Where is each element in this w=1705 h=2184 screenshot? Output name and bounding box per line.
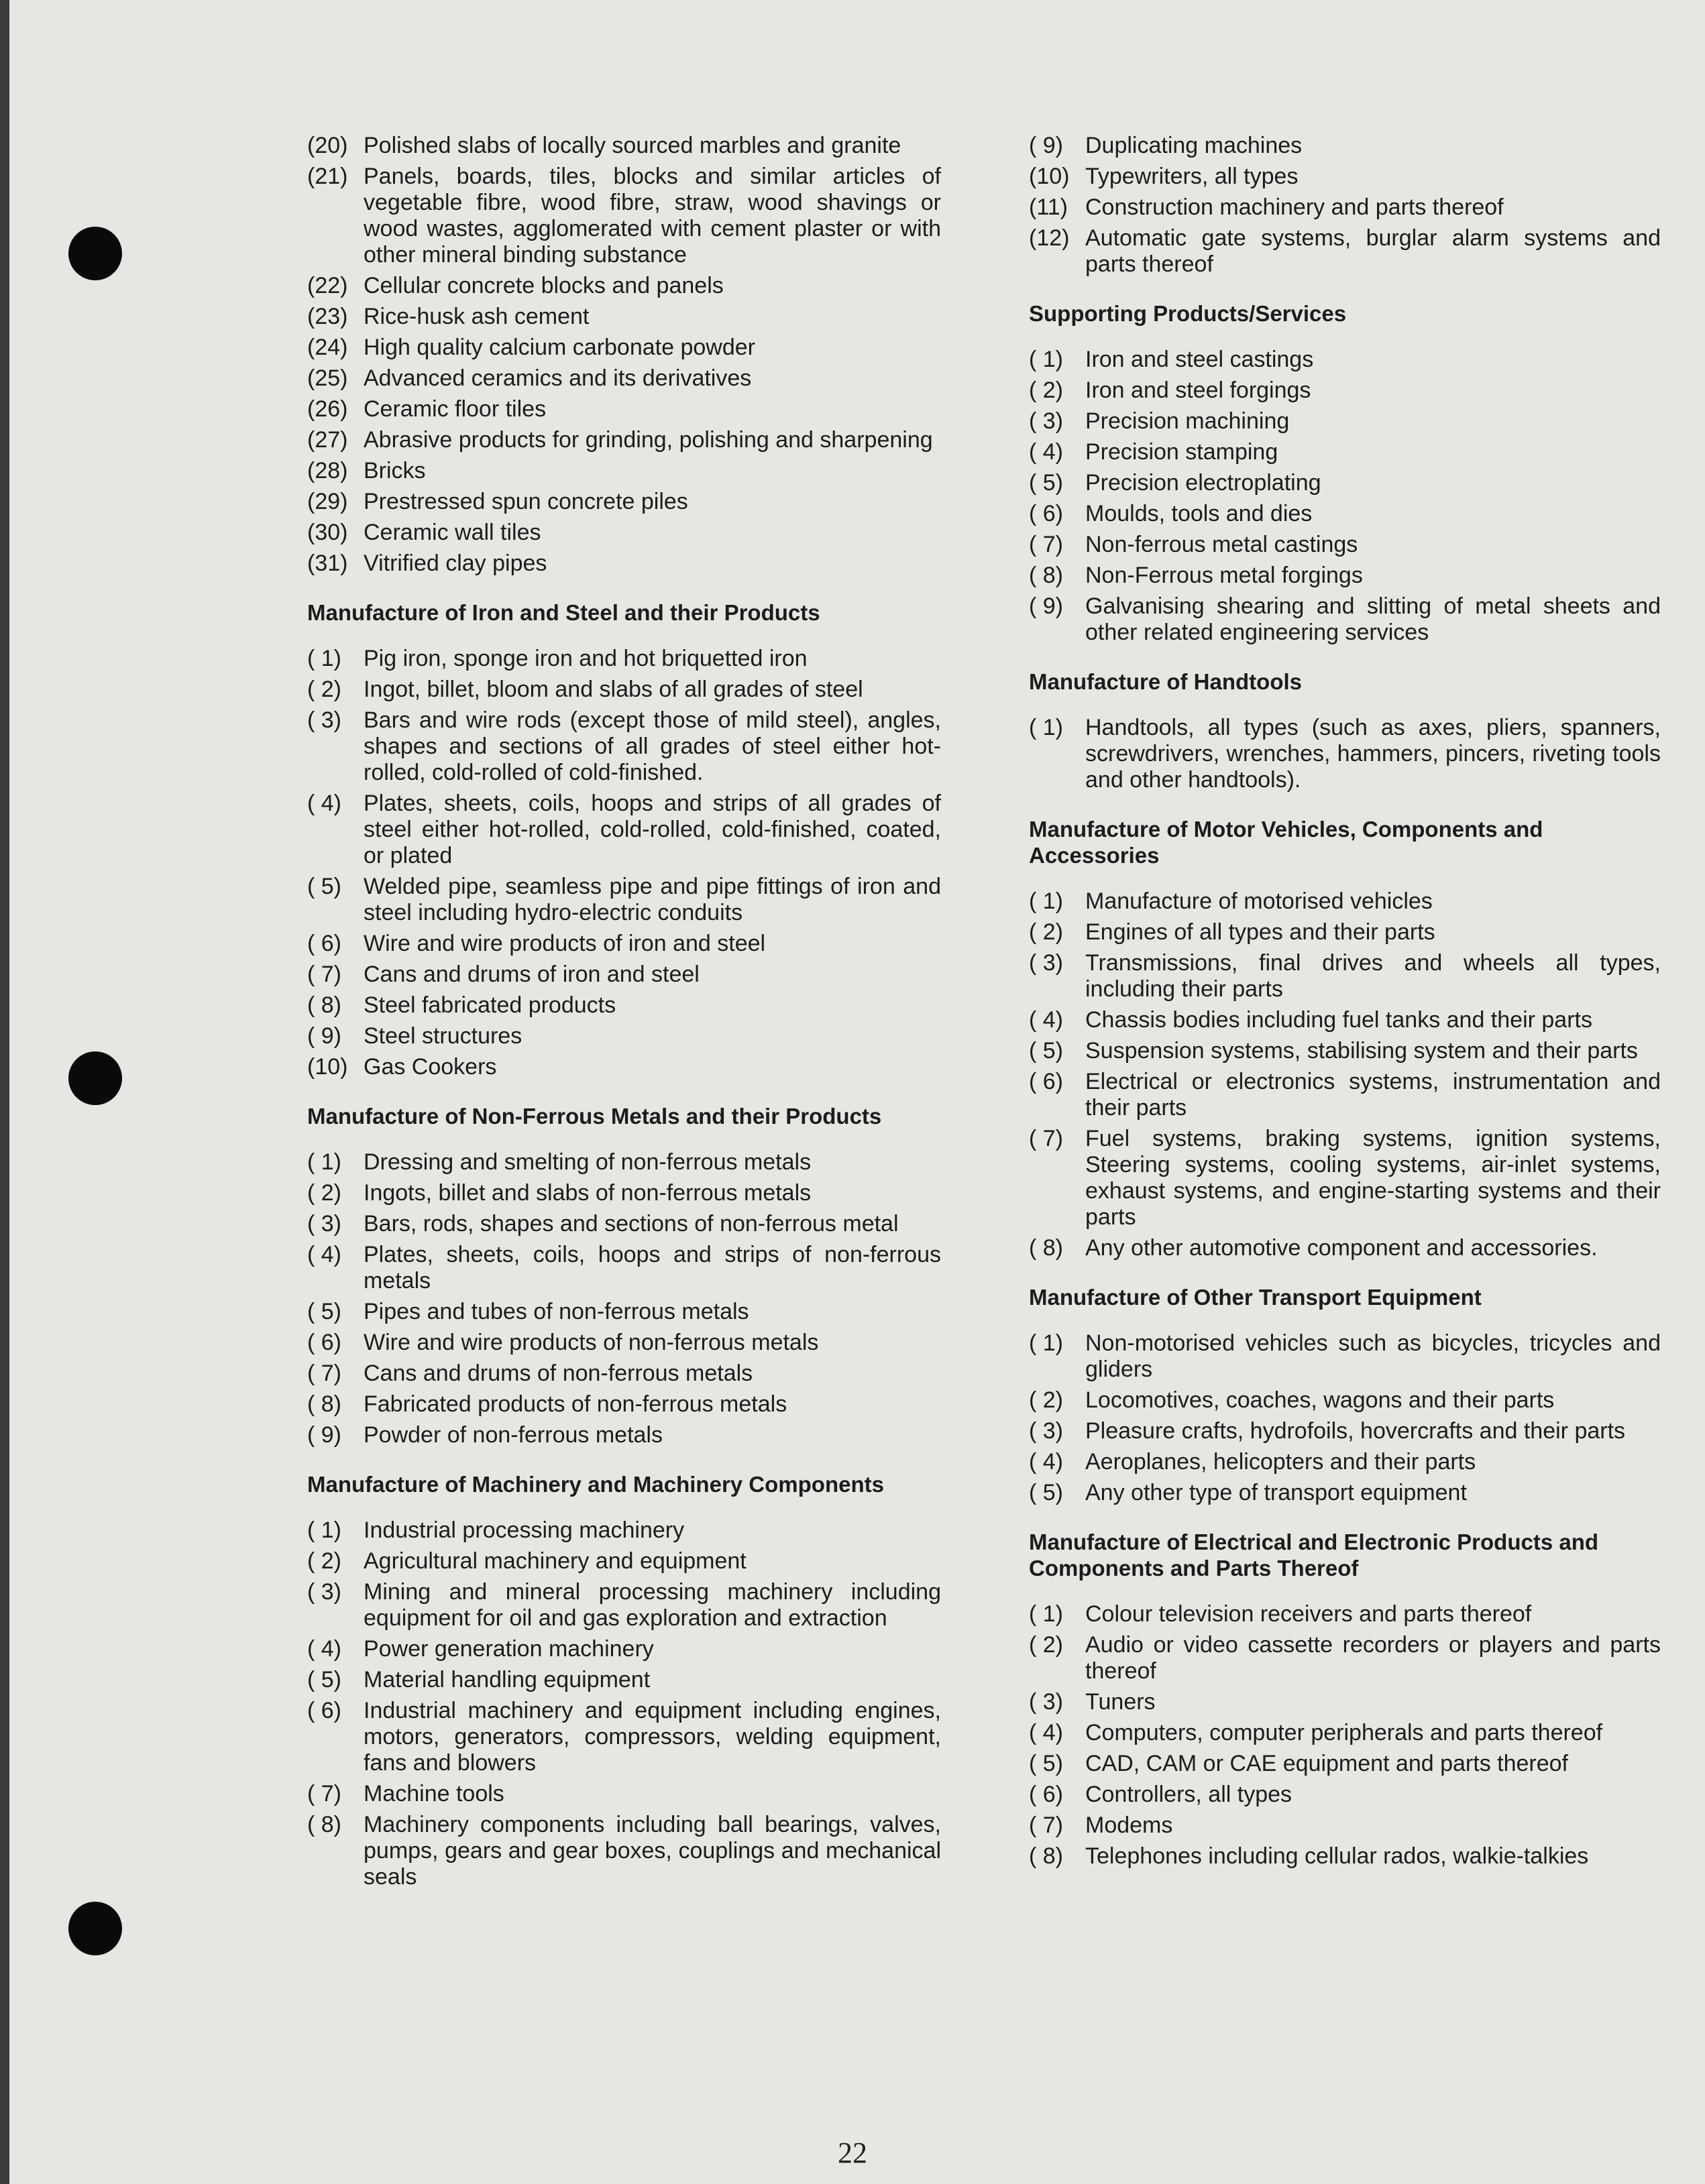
item-text: Transmissions, final drives and wheels all types, including their parts bbox=[1085, 950, 1661, 1002]
item-text: Bricks bbox=[364, 458, 426, 483]
item-text: Machinery components including ball bearings, valves, pumps, gears and gear boxes, couplings and mechanical seals bbox=[364, 1812, 941, 1890]
binder-hole bbox=[68, 1051, 122, 1105]
item-text: Machine tools bbox=[364, 1781, 504, 1806]
item-number: ( 7) bbox=[1029, 1813, 1063, 1838]
item-number: ( 8) bbox=[307, 992, 341, 1018]
item-number: ( 6) bbox=[307, 1698, 341, 1723]
item-number: (29) bbox=[307, 489, 348, 514]
item-text: Telephones including cellular rados, walkie-talkies bbox=[1085, 1843, 1589, 1869]
item-text: Plates, sheets, coils, hoops and strips of all grades of steel either hot-rolled, cold-rolled, cold-finished, coated, or plated bbox=[364, 791, 941, 868]
list-item bbox=[1029, 378, 1661, 404]
item-number: ( 1) bbox=[1029, 715, 1063, 740]
list-item bbox=[1029, 1387, 1661, 1414]
item-number: ( 2) bbox=[1029, 919, 1063, 945]
item-text: Dressing and smelting of non-ferrous metals bbox=[364, 1149, 812, 1175]
item-text: Automatic gate systems, burglar alarm systems and parts thereof bbox=[1085, 225, 1661, 277]
item-text: Controllers, all types bbox=[1085, 1782, 1292, 1807]
binder-hole bbox=[68, 227, 122, 280]
item-number: ( 7) bbox=[307, 1781, 341, 1806]
item-number: ( 4) bbox=[1029, 1007, 1063, 1033]
list-item bbox=[1029, 1069, 1661, 1121]
item-number: ( 2) bbox=[1029, 1632, 1063, 1658]
item-number: ( 8) bbox=[307, 1812, 341, 1837]
list-item bbox=[307, 1636, 941, 1662]
item-number: ( 7) bbox=[1029, 1126, 1063, 1151]
item-text: Cans and drums of iron and steel bbox=[364, 962, 700, 987]
item-number: ( 4) bbox=[307, 791, 341, 816]
item-text: Bars, rods, shapes and sections of non-ferrous metal bbox=[364, 1211, 899, 1237]
list-item bbox=[1029, 1782, 1661, 1808]
list-item bbox=[1029, 1235, 1661, 1261]
item-number: ( 1) bbox=[307, 1517, 341, 1543]
item-text: Prestressed spun concrete piles bbox=[364, 489, 688, 514]
item-number: (31) bbox=[307, 551, 348, 576]
list-item bbox=[307, 1361, 941, 1387]
item-text: Locomotives, coaches, wagons and their parts bbox=[1085, 1387, 1555, 1413]
item-number: ( 2) bbox=[307, 1548, 341, 1574]
list-item bbox=[1029, 225, 1661, 278]
item-number: ( 5) bbox=[307, 1667, 341, 1692]
list-item bbox=[1029, 347, 1661, 373]
item-number: ( 1) bbox=[1029, 347, 1063, 372]
item-number: ( 7) bbox=[1029, 532, 1063, 557]
item-text: Typewriters, all types bbox=[1085, 164, 1299, 189]
list-item bbox=[1029, 470, 1661, 496]
item-text: Ceramic floor tiles bbox=[364, 396, 547, 422]
item-number: ( 1) bbox=[1029, 1330, 1063, 1356]
item-text: Panels, boards, tiles, blocks and similar articles of vegetable fibre, wood fibre, straw, wood shavings or wood wastes, agglomerated with cement plaster or with other mineral binding substance bbox=[364, 164, 941, 268]
item-number: ( 4) bbox=[307, 1242, 341, 1267]
item-text: Bars and wire rods (except those of mild steel), angles, shapes and sections of all grades of steel either hot-rolled, cold-rolled of cold-finished. bbox=[364, 707, 941, 785]
item-number: (26) bbox=[307, 396, 348, 422]
list-item bbox=[307, 164, 941, 268]
list-item bbox=[1029, 919, 1661, 945]
item-number: ( 6) bbox=[307, 1330, 341, 1355]
list-item bbox=[307, 1517, 941, 1544]
item-number: ( 2) bbox=[1029, 378, 1063, 403]
list-item bbox=[307, 365, 941, 392]
list-item bbox=[307, 273, 941, 299]
item-number: (10) bbox=[1029, 164, 1070, 189]
item-text: Plates, sheets, coils, hoops and strips of non-ferrous metals bbox=[364, 1242, 941, 1294]
item-text: Suspension systems, stabilising system and their parts bbox=[1085, 1038, 1638, 1064]
item-number: ( 5) bbox=[307, 874, 341, 899]
item-text: Abrasive products for grinding, polishing and sharpening bbox=[364, 427, 933, 453]
list-item bbox=[307, 1330, 941, 1356]
item-number: ( 9) bbox=[1029, 593, 1063, 619]
item-number: ( 6) bbox=[307, 931, 341, 956]
left-column bbox=[307, 133, 941, 1895]
list-item bbox=[307, 1391, 941, 1418]
list-item bbox=[307, 1023, 941, 1049]
item-text: Material handling equipment bbox=[364, 1667, 651, 1692]
item-number: (27) bbox=[307, 427, 348, 453]
item-text: Non-ferrous metal castings bbox=[1085, 532, 1358, 557]
list-item bbox=[307, 1299, 941, 1325]
list-item bbox=[1029, 1843, 1661, 1870]
list-item bbox=[307, 1812, 941, 1890]
item-number: ( 8) bbox=[1029, 1843, 1063, 1869]
list-item bbox=[307, 133, 941, 159]
section-heading: Manufacture of Machinery and Machinery Components bbox=[307, 1472, 884, 1497]
item-number: (11) bbox=[1029, 194, 1068, 220]
item-text: Ingot, billet, bloom and slabs of all grades of steel bbox=[364, 677, 863, 702]
item-text: Ingots, billet and slabs of non-ferrous metals bbox=[364, 1180, 812, 1206]
item-number: ( 2) bbox=[1029, 1387, 1063, 1413]
list-item bbox=[307, 931, 941, 957]
item-number: ( 6) bbox=[1029, 1782, 1063, 1807]
list-item bbox=[307, 1211, 941, 1237]
item-text: Cellular concrete blocks and panels bbox=[364, 273, 724, 298]
item-text: Engines of all types and their parts bbox=[1085, 919, 1435, 945]
list-item bbox=[1029, 1601, 1661, 1627]
list-item bbox=[1029, 1330, 1661, 1383]
section-heading: Manufacture of Iron and Steel and their Products bbox=[307, 600, 820, 625]
item-text: Steel structures bbox=[364, 1023, 522, 1049]
item-number: ( 7) bbox=[307, 1361, 341, 1386]
item-text: Precision machining bbox=[1085, 408, 1290, 434]
item-text: Agricultural machinery and equipment bbox=[364, 1548, 747, 1574]
section-heading: Manufacture of Motor Vehicles, Components and Accessories bbox=[1029, 817, 1543, 868]
item-text: Pipes and tubes of non-ferrous metals bbox=[364, 1299, 749, 1324]
list-item bbox=[1029, 532, 1661, 558]
section-heading: Supporting Products/Services bbox=[1029, 301, 1347, 326]
item-text: Fuel systems, braking systems, ignition systems, Steering systems, cooling systems, air-inlet systems, exhaust systems, and engine-starting systems and their parts bbox=[1085, 1126, 1661, 1230]
list-item bbox=[307, 1781, 941, 1807]
item-number: ( 5) bbox=[1029, 1751, 1063, 1776]
item-number: (23) bbox=[307, 304, 348, 329]
list-item bbox=[1029, 888, 1661, 915]
item-text: Handtools, all types (such as axes, pliers, spanners, screwdrivers, wrenches, hammers, pincers, riveting tools and other handtools). bbox=[1085, 715, 1661, 793]
item-number: ( 5) bbox=[1029, 1038, 1063, 1064]
list-item bbox=[307, 458, 941, 484]
list-item bbox=[1029, 1449, 1661, 1475]
item-number: ( 4) bbox=[1029, 1449, 1063, 1475]
list-item bbox=[1029, 439, 1661, 465]
list-item bbox=[307, 1149, 941, 1175]
item-number: ( 2) bbox=[307, 1180, 341, 1206]
list-item bbox=[307, 646, 941, 672]
item-text: High quality calcium carbonate powder bbox=[364, 335, 755, 360]
list-item bbox=[307, 1242, 941, 1294]
item-number: ( 8) bbox=[1029, 1235, 1063, 1261]
item-text: Pig iron, sponge iron and hot briquetted iron bbox=[364, 646, 808, 671]
item-text: Pleasure crafts, hydrofoils, hovercrafts and their parts bbox=[1085, 1418, 1626, 1444]
item-text: Rice-husk ash cement bbox=[364, 304, 590, 329]
item-number: (30) bbox=[307, 520, 348, 545]
item-text: Precision stamping bbox=[1085, 439, 1278, 465]
item-number: ( 2) bbox=[307, 677, 341, 702]
right-column bbox=[1029, 133, 1661, 1874]
item-number: (20) bbox=[307, 133, 348, 158]
item-number: ( 3) bbox=[1029, 408, 1063, 434]
item-number: ( 3) bbox=[307, 1211, 341, 1237]
list-item bbox=[307, 304, 941, 330]
item-text: Ceramic wall tiles bbox=[364, 520, 541, 545]
list-item bbox=[1029, 1632, 1661, 1684]
item-number: ( 1) bbox=[1029, 888, 1063, 914]
page-number: 22 bbox=[838, 2136, 867, 2169]
item-text: Mining and mineral processing machinery including equipment for oil and gas exploration and extraction bbox=[364, 1579, 941, 1631]
item-text: Cans and drums of non-ferrous metals bbox=[364, 1361, 753, 1386]
item-text: Precision electroplating bbox=[1085, 470, 1321, 496]
item-text: Steel fabricated products bbox=[364, 992, 616, 1018]
list-item bbox=[1029, 133, 1661, 159]
list-item bbox=[307, 1180, 941, 1206]
item-text: Vitrified clay pipes bbox=[364, 551, 547, 576]
list-item bbox=[307, 489, 941, 515]
list-item bbox=[307, 677, 941, 703]
list-item bbox=[307, 551, 941, 577]
item-text: Colour television receivers and parts thereof bbox=[1085, 1601, 1532, 1627]
item-text: CAD, CAM or CAE equipment and parts thereof bbox=[1085, 1751, 1568, 1776]
item-number: ( 3) bbox=[1029, 1689, 1063, 1715]
item-number: ( 6) bbox=[1029, 501, 1063, 526]
item-text: Iron and steel castings bbox=[1085, 347, 1314, 372]
section-heading: Manufacture of Electrical and Electronic Products and Components and Parts Thereof bbox=[1029, 1530, 1599, 1580]
list-item bbox=[307, 1667, 941, 1693]
item-text: Welded pipe, seamless pipe and pipe fittings of iron and steel including hydro-electric conduits bbox=[364, 874, 941, 925]
item-number: ( 5) bbox=[1029, 470, 1063, 496]
section-heading: Manufacture of Other Transport Equipment bbox=[1029, 1285, 1482, 1310]
item-number: (22) bbox=[307, 273, 348, 298]
item-number: ( 3) bbox=[307, 1579, 341, 1605]
item-text: Wire and wire products of non-ferrous metals bbox=[364, 1330, 819, 1355]
list-item bbox=[1029, 1689, 1661, 1715]
item-text: Any other automotive component and accessories. bbox=[1085, 1235, 1598, 1261]
list-item bbox=[307, 427, 941, 453]
item-text: Aeroplanes, helicopters and their parts bbox=[1085, 1449, 1476, 1475]
list-item bbox=[1029, 950, 1661, 1002]
item-text: Advanced ceramics and its derivatives bbox=[364, 365, 752, 391]
section-heading: Manufacture of Non-Ferrous Metals and their Products bbox=[307, 1104, 882, 1129]
item-number: ( 1) bbox=[1029, 1601, 1063, 1627]
item-text: Fabricated products of non-ferrous metals bbox=[364, 1391, 787, 1417]
item-text: Industrial machinery and equipment including engines, motors, generators, compressors, welding equipment, fans and blowers bbox=[364, 1698, 941, 1776]
item-number: (10) bbox=[307, 1054, 348, 1080]
item-text: Tuners bbox=[1085, 1689, 1156, 1715]
item-text: Iron and steel forgings bbox=[1085, 378, 1311, 403]
list-item bbox=[1029, 194, 1661, 221]
list-item bbox=[1029, 1126, 1661, 1230]
page-edge bbox=[0, 0, 9, 2184]
item-number: ( 3) bbox=[1029, 1418, 1063, 1444]
item-number: ( 3) bbox=[1029, 950, 1063, 976]
list-item bbox=[307, 520, 941, 546]
item-number: ( 9) bbox=[307, 1422, 341, 1448]
item-text: Chassis bodies including fuel tanks and their parts bbox=[1085, 1007, 1592, 1033]
list-item bbox=[1029, 1751, 1661, 1777]
list-item bbox=[307, 396, 941, 422]
list-item bbox=[307, 874, 941, 926]
item-number: ( 7) bbox=[307, 962, 341, 987]
list-item bbox=[1029, 1720, 1661, 1746]
item-number: ( 9) bbox=[307, 1023, 341, 1049]
list-item bbox=[307, 992, 941, 1019]
item-text: Construction machinery and parts thereof bbox=[1085, 194, 1504, 220]
item-number: ( 6) bbox=[1029, 1069, 1063, 1094]
item-text: Polished slabs of locally sourced marbles and granite bbox=[364, 133, 901, 158]
list-item bbox=[1029, 501, 1661, 527]
item-number: ( 4) bbox=[307, 1636, 341, 1662]
item-text: Moulds, tools and dies bbox=[1085, 501, 1313, 526]
item-text: Modems bbox=[1085, 1813, 1173, 1838]
list-item bbox=[1029, 593, 1661, 646]
list-item bbox=[1029, 1038, 1661, 1064]
item-text: Powder of non-ferrous metals bbox=[364, 1422, 663, 1448]
item-number: ( 4) bbox=[1029, 1720, 1063, 1745]
item-text: Computers, computer peripherals and parts thereof bbox=[1085, 1720, 1603, 1745]
item-text: Electrical or electronics systems, instrumentation and their parts bbox=[1085, 1069, 1661, 1120]
item-number: ( 1) bbox=[307, 1149, 341, 1175]
item-text: Non-Ferrous metal forgings bbox=[1085, 563, 1363, 588]
list-item bbox=[307, 1579, 941, 1631]
list-item bbox=[1029, 1418, 1661, 1444]
item-text: Galvanising shearing and slitting of metal sheets and other related engineering services bbox=[1085, 593, 1661, 645]
list-item bbox=[307, 1054, 941, 1080]
item-number: (12) bbox=[1029, 225, 1070, 251]
binder-hole bbox=[68, 1902, 122, 1955]
list-item bbox=[307, 962, 941, 988]
list-item bbox=[307, 791, 941, 869]
item-number: ( 5) bbox=[307, 1299, 341, 1324]
list-item bbox=[307, 335, 941, 361]
item-text: Gas Cookers bbox=[364, 1054, 497, 1080]
section-heading: Manufacture of Handtools bbox=[1029, 669, 1303, 694]
item-text: Audio or video cassette recorders or players and parts thereof bbox=[1085, 1632, 1661, 1684]
item-text: Manufacture of motorised vehicles bbox=[1085, 888, 1433, 914]
item-number: (24) bbox=[307, 335, 348, 360]
item-number: (28) bbox=[307, 458, 348, 483]
list-item bbox=[1029, 715, 1661, 793]
item-number: ( 8) bbox=[1029, 563, 1063, 588]
item-text: Any other type of transport equipment bbox=[1085, 1480, 1467, 1505]
item-number: ( 8) bbox=[307, 1391, 341, 1417]
item-number: ( 3) bbox=[307, 707, 341, 733]
item-text: Non-motorised vehicles such as bicycles, tricycles and gliders bbox=[1085, 1330, 1661, 1382]
item-number: ( 5) bbox=[1029, 1480, 1063, 1505]
item-number: ( 9) bbox=[1029, 133, 1063, 158]
item-text: Wire and wire products of iron and steel bbox=[364, 931, 766, 956]
list-item bbox=[1029, 1813, 1661, 1839]
item-text: Duplicating machines bbox=[1085, 133, 1303, 158]
item-number: (21) bbox=[307, 164, 348, 189]
list-item bbox=[307, 707, 941, 786]
list-item bbox=[1029, 1480, 1661, 1506]
list-item bbox=[1029, 1007, 1661, 1033]
item-number: (25) bbox=[307, 365, 348, 391]
list-item bbox=[1029, 164, 1661, 190]
list-item bbox=[307, 1422, 941, 1448]
item-number: ( 4) bbox=[1029, 439, 1063, 465]
list-item bbox=[307, 1698, 941, 1776]
item-number: ( 1) bbox=[307, 646, 341, 671]
list-item bbox=[307, 1548, 941, 1574]
list-item bbox=[1029, 563, 1661, 589]
item-text: Power generation machinery bbox=[364, 1636, 654, 1662]
list-item bbox=[1029, 408, 1661, 435]
item-text: Industrial processing machinery bbox=[364, 1517, 685, 1543]
